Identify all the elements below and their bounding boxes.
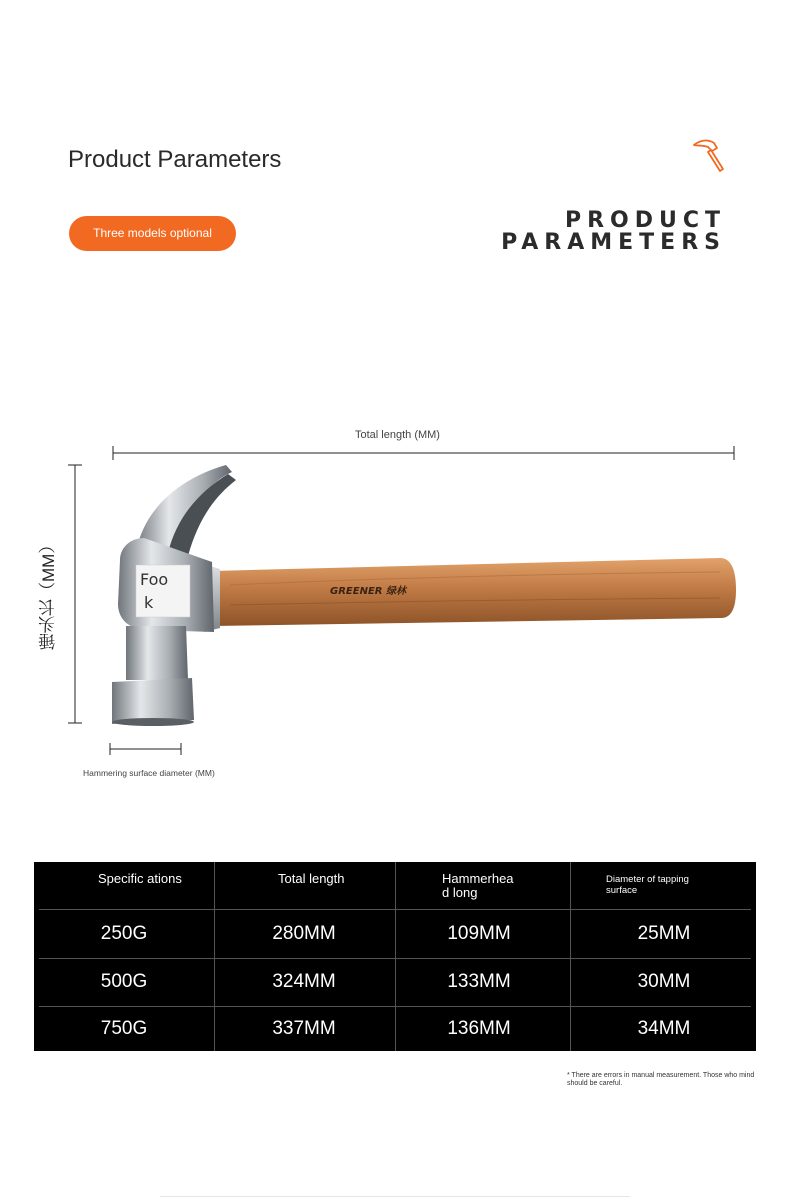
page-title: Product Parameters <box>68 146 282 173</box>
cell-total-length: 324MM <box>272 971 336 992</box>
parameters-table <box>34 862 756 1051</box>
total-length-dimension-line <box>113 446 734 460</box>
hammer-icon <box>690 136 730 176</box>
bottom-divider <box>160 1196 630 1197</box>
head-length-label: 锤头长（MM） <box>39 536 58 650</box>
cell-head-length: 109MM <box>447 923 511 944</box>
table-header-row <box>34 862 756 909</box>
handle-brand: GREENER 绿林 <box>330 586 406 597</box>
header-specifications: Specific ations <box>98 871 182 886</box>
header-tapping-diameter: Diameter of tapping surface <box>606 874 689 896</box>
cell-spec: 750G <box>100 1018 148 1039</box>
cell-head-length: 133MM <box>447 971 511 992</box>
table-row <box>34 1006 756 1051</box>
total-length-label: Total length (MM) <box>355 429 440 441</box>
heading-line-1: PRODUCT <box>564 208 726 233</box>
models-badge: Three models optional <box>69 216 236 251</box>
svg-text:k: k <box>144 593 154 612</box>
product-parameters-heading <box>501 210 726 254</box>
surface-diameter-dimension-line <box>110 743 181 755</box>
cell-head-length: 136MM <box>447 1018 511 1039</box>
cell-diameter: 34MM <box>637 1018 691 1039</box>
svg-text:Foo: Foo <box>140 570 169 589</box>
table-row <box>34 958 756 1006</box>
cell-total-length: 337MM <box>272 1018 336 1039</box>
head-length-dimension-line <box>68 465 82 723</box>
hammer-handle <box>212 558 736 626</box>
surface-diameter-label: Hammering surface diameter (MM) <box>83 768 215 778</box>
cell-spec: 250G <box>100 923 148 944</box>
cell-spec: 500G <box>100 971 148 992</box>
heading-line-2: PARAMETERS <box>501 230 726 255</box>
header-total-length: Total length <box>278 871 345 886</box>
measurement-footnote: * There are errors in manual measurement. Those who mind should be careful. <box>567 1072 755 1087</box>
hammer-dimension-diagram <box>0 440 790 760</box>
table-row <box>34 910 756 958</box>
header-hammerhead-long: Hammerhea d long <box>442 871 514 900</box>
cell-total-length: 280MM <box>272 923 336 944</box>
cell-diameter: 25MM <box>637 923 691 944</box>
cell-diameter: 30MM <box>637 971 691 992</box>
